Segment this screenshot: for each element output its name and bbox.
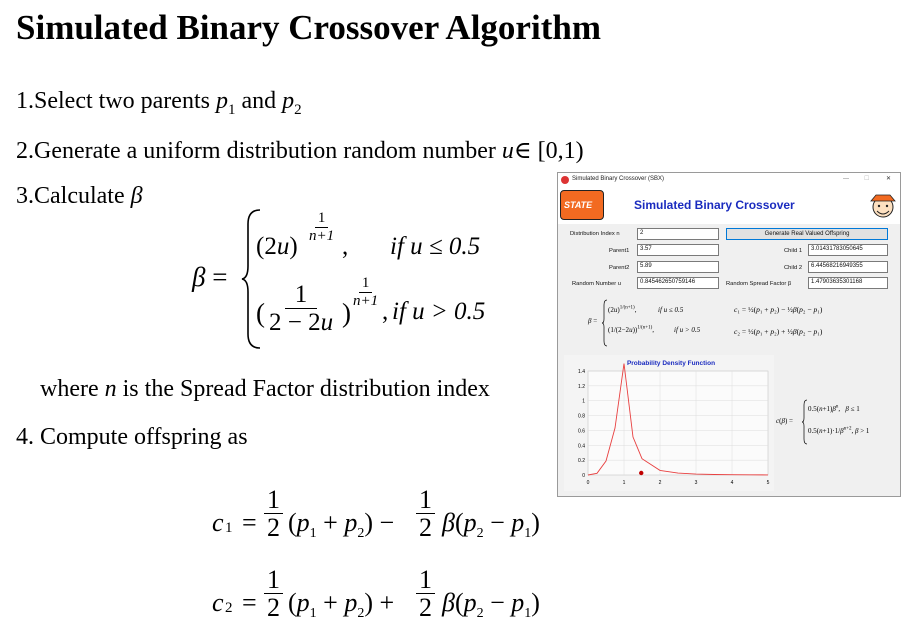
distribution-index-input[interactable]: 2 [637,228,719,240]
step-2-text: 2.Generate a uniform distribution random number [16,138,496,164]
pdf-beta-marker [639,471,643,475]
close-icon[interactable]: ✕ [886,176,892,182]
y-tick-label: 1.2 [578,383,585,390]
x-tick-label: 5 [766,480,770,486]
child1-label: Child 1 [784,248,803,254]
offspring-c2: c 2 = $\frac{1}{2}$ $(p_1 + p_2)$ + $\frac{1}{2}$ $\beta(p_2 - p_1)$ [212,565,540,623]
page-title: Simulated Binary Crossover Algorithm [16,8,601,47]
spread-factor-output: 1.47903635301168 [808,277,888,289]
maximize-icon[interactable]: ☐ [864,176,870,182]
parent1-input[interactable]: 3.57 [637,244,719,256]
pdf-chart [564,355,774,491]
beta-case-1-cond: if u ≤ 0.5 [390,233,481,260]
x-tick-label: 2 [658,480,662,486]
child2-output: 6.44568216949355 [808,261,888,273]
distribution-index-label: Distribution Index n [570,231,620,237]
window-titlebar [558,173,900,188]
parent2-input[interactable]: 5.89 [637,261,719,273]
step-1: 1.Select two parents $p_1$ and $p_2$ [16,88,302,118]
app-offspring-formula: c₁ = ½(p₁ + p₂) − ½β(p₂ − p₁) c₂ = ½(p₁ + p₂) + ½β(p₂ − p₁) [734,305,823,336]
step-3: 3.Calculate β [16,183,143,209]
offspring-c1: c 1 = $\frac{1}{2}$ $(p_1 + p_2)$ − $\frac{1}{2}$ $\beta(p_2 - p_1)$ [212,485,540,543]
step-2: 2.Generate a uniform distribution random number u∈ [0,1) [16,138,584,164]
parent1-label: Parent1 [609,248,630,254]
y-tick-label: 1.4 [578,369,585,375]
y-tick-label: 1 [582,398,585,405]
y-tick-label: 0.6 [578,428,585,435]
app-heading: Simulated Binary Crossover [634,198,795,212]
app-header [558,188,900,224]
app-icon [561,176,569,184]
y-tick-label: 0.4 [578,443,585,450]
where-var: n [104,376,117,402]
window-title: Simulated Binary Crossover (SBX) [572,176,665,182]
beta-case-2: ( $\frac{1}{2 - 2u}$ ) $\frac{1}{n+1}$ , if u > 0.5 [256,275,486,337]
osu-logo-text: STATE [564,200,593,210]
where-note [40,376,490,403]
random-number-label: Random Number u [572,281,621,287]
step-1-text: 1.Select two parents [16,88,210,114]
child2-label: Child 2 [784,265,803,271]
sbx-app-window [557,172,901,497]
generate-offspring-button[interactable]: Generate Real Valued Offspring [726,228,888,240]
x-tick-label: 1 [622,480,626,486]
minimize-icon[interactable]: — [843,176,849,182]
y-tick-label: 0.8 [578,413,585,420]
x-tick-label: 4 [730,480,734,486]
spread-factor-label: Random Spread Factor β [726,281,792,287]
x-tick-label: 3 [694,480,698,486]
where-post: is the Spread Factor distribution index [122,376,490,402]
step-2-range: [0,1) [537,138,584,164]
child1-output: 3.01431783050645 [808,244,888,256]
random-number-input[interactable]: 0.845462650759146 [637,277,719,289]
y-tick-label: 0.2 [578,458,585,465]
x-tick-label: 0 [586,480,590,486]
beta-case-2-cond: if u > 0.5 [392,298,486,325]
app-density-formula: c(β) = $0.5(n+1)\beta^n$, β ≤ 1 $0.5(n+1)\cdot 1/\beta^{n+2}$, β > 1 [776,399,900,445]
beta-case-1: (2u) $\frac{1}{n+1}$ , if u ≤ 0.5 [256,210,481,260]
osu-logo [560,190,604,220]
chart-title: Probability Density Function [626,360,716,367]
app-beta-formula: β = $(2u)^{1/(n+1)}$, if u ≤ 0.5 $(1/(2-2u))^{1/(n+1)}$, if u > 0.5 [588,299,718,349]
beta-lhs: β = [192,262,228,292]
step-1-and: and [241,88,277,114]
step-4: 4. Compute offspring as [16,424,248,450]
pistol-pete-icon [868,191,898,221]
step-3-text: 3.Calculate [16,183,125,209]
where-pre: where [40,376,99,402]
parent2-label: Parent2 [609,265,630,271]
y-tick-label: 0 [582,473,585,479]
